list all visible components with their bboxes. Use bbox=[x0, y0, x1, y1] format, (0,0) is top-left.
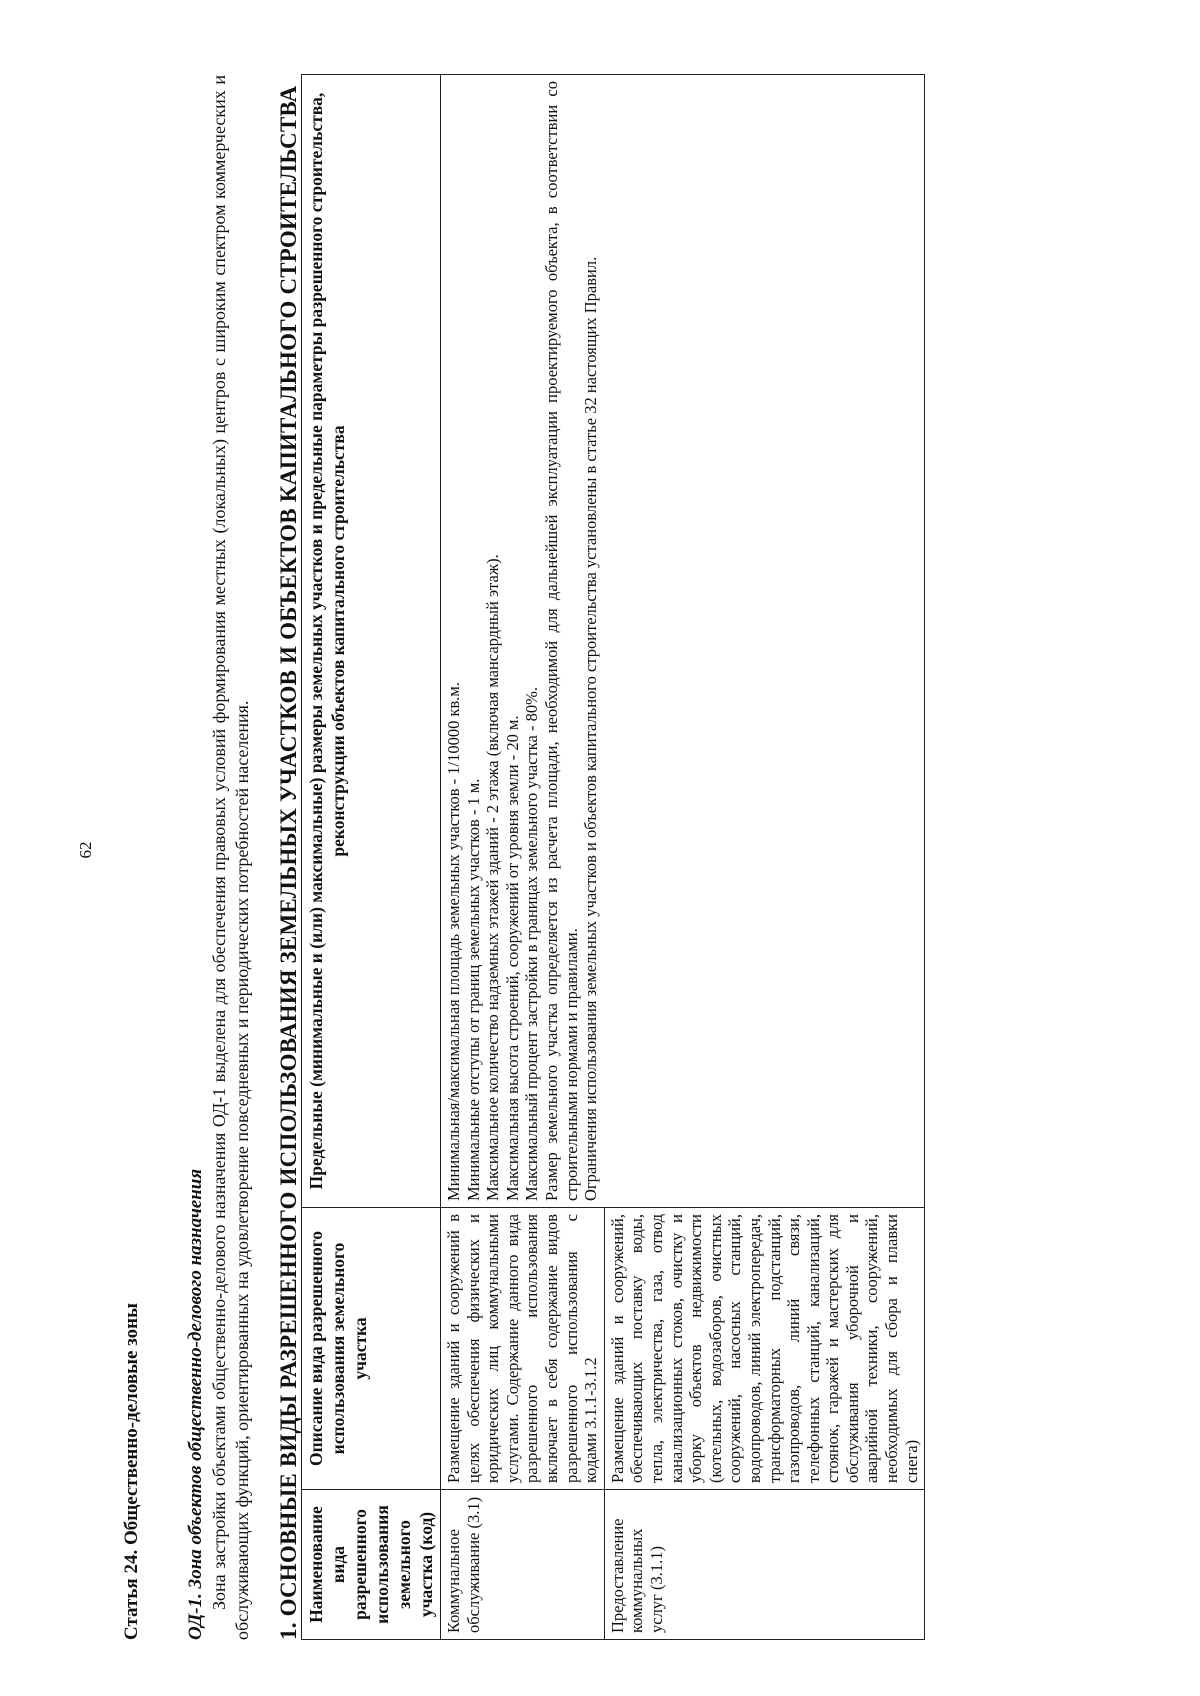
rotated-page-content bbox=[120, 75, 1120, 1640]
table-header-row bbox=[302, 75, 441, 1640]
row-name: Коммунальное обслуживание (3.1) bbox=[441, 1490, 605, 1640]
header-description: Описание вида разрешенного использования земельного участка bbox=[302, 1208, 441, 1490]
param-line: Максимальное количество надземных этажей зданий - 2 этажа (включая мансардный этаж). bbox=[483, 554, 503, 1201]
header-name: Наименование вида разрешенного использования земельного участка (код) bbox=[302, 1490, 441, 1640]
header-params: Предельные (минимальные и (или) максимальные) размеры земельных участков и предельные параметры разрешенного строительства, реконструкции объектов капитального строительства bbox=[302, 75, 441, 1208]
param-line: Ограничения использования земельных участков и объектов капитального строительства установлены в статье 32 настоящих Правил. bbox=[581, 256, 601, 1201]
param-line: Максимальная высота строений, сооружений от уровня земли - 20 м. bbox=[502, 715, 522, 1201]
param-line: Минимальные отступы от границ земельных участков - 1 м. bbox=[463, 778, 483, 1201]
page-number: 62 bbox=[76, 841, 95, 859]
params-cell bbox=[441, 75, 925, 1208]
param-line: Размер земельного участка определяется из расчета площади, необходимой для дальнейшей эксплуатации проектируемого объекта, в соответствии со строительными нормами и правилами. bbox=[541, 81, 581, 1201]
article-title: Статья 24. Общественно-деловые зоны bbox=[121, 1303, 142, 1640]
row-description: Размещение зданий и сооружений в целях обеспечения физических и юридических лиц коммунальными услугами. Содержание данного вида разрешенного использования включает в себя содержание видов разрешенного использования с кодами 3.1.1-3.1.2 bbox=[441, 1208, 605, 1490]
row-name: Предоставление коммунальных услуг (3.1.1) bbox=[604, 1490, 925, 1640]
section-title: 1. ОСНОВНЫЕ ВИДЫ РАЗРЕШЕННОГО ИСПОЛЬЗОВАНИЯ ЗЕМЕЛЬНЫХ УЧАСТКОВ И ОБЪЕКТОВ КАПИТАЛЬНОГО СТРОИТЕЛЬСТВА bbox=[276, 85, 301, 1640]
param-line: Максимальный процент застройки в границах земельного участка - 80%. bbox=[522, 687, 542, 1201]
zone-description: Зона застройки объектами общественно-делового назначения ОД-1 выделена для обеспечения правовых условий формирования местных (локальных) центров с широким спектром коммерческих и обслуживающих функций, ориентированных на удовлетворение повседневных и периодических потребностей населения. bbox=[209, 75, 252, 1640]
row-description: Размещение зданий и сооружений, обеспечивающих поставку воды, тепла, электричества, газа, отвод канализационных стоков, очистку и уборку объектов недвижимости (котельных, водозаборов, очистных сооружений, насосных станций, водопроводов, линий электропередач, трансформаторных подстанций, газопроводов, линий связи, телефонных станций, канализаций, стоянок, гаражей и мастерских для обслуживания уборочной и аварийной техники, сооружений, необходимых для сбора и плавки снега) bbox=[604, 1208, 925, 1490]
zone-title: ОД-1. Зона объектов общественно-делового назначения bbox=[185, 1168, 206, 1640]
regulations-table bbox=[301, 74, 925, 1640]
param-line: Минимальная/максимальная площадь земельных участков - 1/10000 кв.м. bbox=[444, 681, 463, 1201]
table-row bbox=[441, 75, 605, 1640]
